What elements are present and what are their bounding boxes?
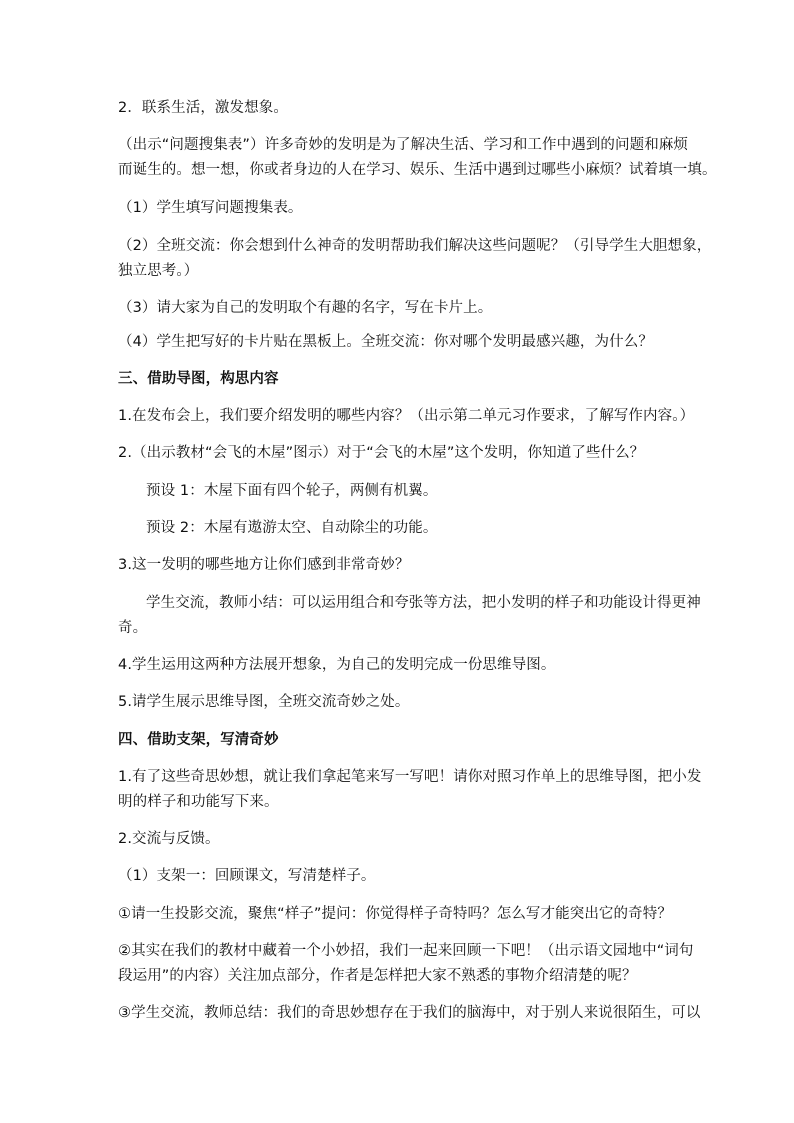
paragraph-sub-4: （4）学生把写好的卡片贴在黑板上。全班交流：你对哪个发明最感兴趣，为什么？ [118,334,653,350]
paragraph-scaffold-1: （1）支架一：回顾课文，写清楚样子。 [118,868,376,884]
paragraph-preset-2: 预设 2：木屋有遨游太空、自动除尘的功能。 [146,520,438,536]
paragraph-sub-2-line1: （2）全班交流：你会想到什么神奇的发明帮助我们解决这些问题呢？（引导学生大胆想象， [118,238,712,254]
paragraph-circled-1: ①请一生投影交流，聚焦“样子”提问：你觉得样子奇特吗？怎么写才能突出它的奇特？ [118,906,672,922]
paragraph-write-line1: 1.有了这些奇思妙想，就让我们拿起笔来写一写吧！请你对照习作单上的思维导图，把小发 [118,769,702,785]
paragraph-sub-1: （1）学生填写问题搜集表。 [118,200,303,216]
paragraph-preset-1: 预设 1：木屋下面有四个轮子，两侧有机翼。 [146,483,438,499]
paragraph-write-line2: 明的样子和功能写下来。 [118,794,279,810]
paragraph-sub-3: （3）请大家为自己的发明取个有趣的名字，写在卡片上。 [118,300,493,316]
paragraph-item-5: 5.请学生展示思维导图，全班交流奇妙之处。 [118,694,410,710]
paragraph-item-3: 3.这一发明的哪些地方让你们感到非常奇妙？ [118,557,410,573]
paragraph-circled-2-line1: ②其实在我们的教材中藏着一个小妙招，我们一起来回顾一下吧！（出示语文园地中“词句 [118,943,694,959]
paragraph-summary-line1: 学生交流，教师小结：可以运用组合和夸张等方法，把小发明的样子和功能设计得更神 [146,595,701,611]
paragraph-item-1: 1.在发布会上，我们要介绍发明的哪些内容？（出示第二单元习作要求，了解写作内容。） [118,408,695,424]
paragraph-step-2: 2．联系生活，激发想象。 [118,100,288,116]
paragraph-problem-table-line1: （出示“问题搜集表”）许多奇妙的发明是为了解决生活、学习和工作中遇到的问题和麻烦 [118,137,689,153]
paragraph-circled-3: ③学生交流，教师总结：我们的奇思妙想存在于我们的脑海中，对于别人来说很陌生，可以 [118,1005,701,1021]
paragraph-circled-2-line2: 段运用”的内容）关注加点部分，作者是怎样把大家不熟悉的事物介绍清楚的呢？ [118,968,637,984]
paragraph-feedback: 2.交流与反馈。 [118,831,220,847]
section-heading-4: 四、借助支架，写清奇妙 [118,732,279,748]
paragraph-summary-line2: 奇。 [118,620,148,636]
paragraph-item-2: 2.（出示教材“会飞的木屋”图示）对于“会飞的木屋”这个发明，你知道了些什么？ [118,445,645,461]
paragraph-problem-table-line2: 而诞生的。想一想，你或者身边的人在学习、娱乐、生活中遇到过哪些小麻烦？试着填一填。 [118,162,717,178]
paragraph-sub-2-line2: 独立思考。） [118,263,199,279]
paragraph-item-4: 4.学生运用这两种方法展开想象，为自己的发明完成一份思维导图。 [118,657,556,673]
section-heading-3: 三、借助导图，构思内容 [118,371,279,387]
